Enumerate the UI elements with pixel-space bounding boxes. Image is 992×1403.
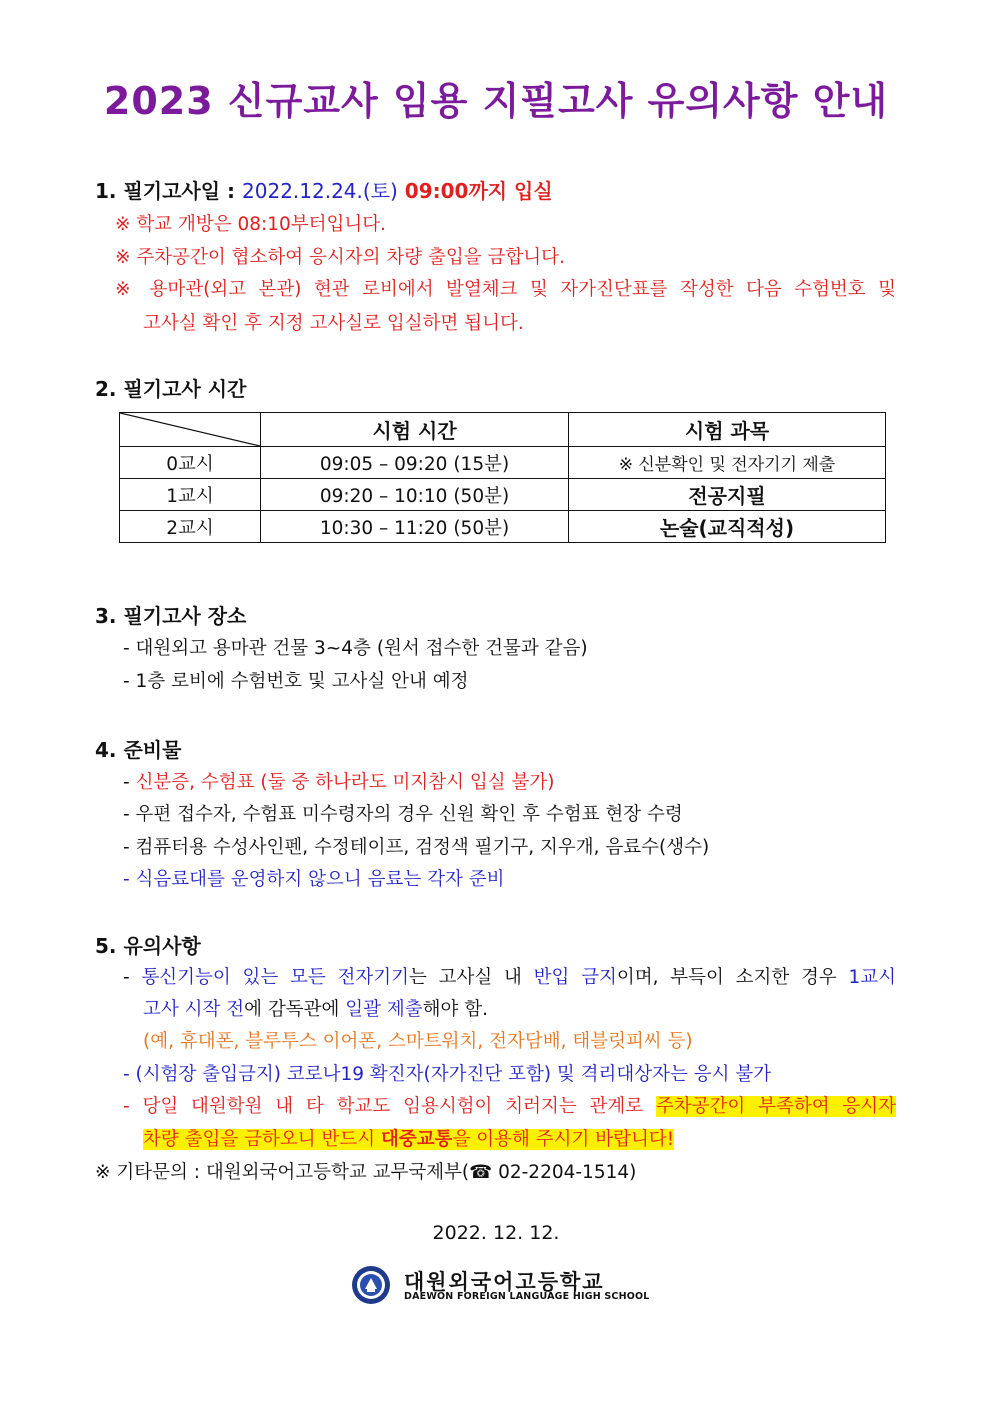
section4-heading: 4. 준비물 [95,738,182,762]
caution-parking [123,1092,896,1118]
caution-electronics [123,963,896,989]
page-title: 2023 신규교사 임용 지필고사 유의사항 안내 [103,79,889,123]
document-date: 2022. 12. 12. [432,1222,560,1244]
time-cell: 09:05 – 09:20 (15분) [261,447,569,479]
caution-examples: (예, 휴대폰, 블루투스 이어폰, 스마트워치, 전자담배, 태블릿피씨 등) [143,1031,693,1052]
entry-time: 09:00까지 입실 [404,179,553,203]
id-requirement: 신분증, 수험표 (둘 중 하나라도 미지참시 입실 불가) [135,772,555,793]
diagonal-line [120,413,260,446]
caution-text: 는 고사실 내 [409,967,534,988]
section5-heading: 5. 유의사항 [95,934,201,958]
dash: - [123,967,142,988]
caution-covid: - (시험장 출입금지) 코로나19 확진자(자가진단 포함) 및 격리대상자는 응시 불가 [123,1064,772,1085]
table-row [120,479,886,511]
period-cell: 0교시 [120,447,261,479]
highlighted-text: 대중교통 [380,1129,453,1150]
caution-parking-cont [143,1125,674,1151]
caution-text: 해야 함. [422,999,488,1020]
header-exam-subject: 시험 과목 [569,413,886,447]
caution-text: 이며, 부득이 소지한 경우 [616,967,849,988]
supplies-item: - 컴퓨터용 수성사인펜, 수정테이프, 검정색 필기구, 지우개, 음료수(생수) [123,837,710,858]
subject-cell: ※ 신분확인 및 전자기기 제출 [569,447,886,479]
location-item: - 1층 로비에 수험번호 및 고사실 안내 예정 [123,671,469,692]
schedule-table [119,412,886,543]
subject-cell: 전공지필 [569,479,886,511]
caution-text: 고사 시작 전 [143,999,245,1020]
section1-line [95,175,553,204]
school-name-korean: 대원외국어고등학교 [404,1270,605,1294]
contact-phone: 02-2204-1514) [492,1162,637,1183]
exam-date: 2022.12.24.(토) [242,179,398,203]
period-cell: 2교시 [120,511,261,543]
highlighted-text: 차량 출입을 금하오니 반드시 [143,1129,381,1150]
caution-text: 반입 금지 [533,967,617,988]
highlighted-text: 을 이용해 주시기 바랍니다! [452,1129,675,1150]
caution-electronics-cont [143,995,488,1021]
phone-icon: ☎ [469,1162,493,1183]
location-item: - 대원외고 용마관 건물 3~4층 (원서 접수한 건물과 같음) [123,638,588,659]
supplies-item-id [123,768,554,794]
section1-heading: 1. 필기고사일 : [95,179,236,203]
highlighted-text: 주차공간이 부족하여 응시자 [655,1096,896,1117]
header-exam-time: 시험 시간 [261,413,569,447]
dash: - [123,772,136,793]
school-emblem-icon [351,1265,391,1305]
subject-cell: 논술(교직적성) [569,511,886,543]
table-header-row [120,413,886,447]
caution-text: 통신기능이 있는 모든 전자기기 [141,967,410,988]
note-checkin-cont: 고사실 확인 후 지정 고사실로 입실하면 됩니다. [143,313,524,334]
time-cell: 10:30 – 11:20 (50분) [261,511,569,543]
note-gate-open: ※ 학교 개방은 08:10부터입니다. [115,214,387,235]
time-cell: 09:20 – 10:10 (50분) [261,479,569,511]
caution-text: 에 감독관에 [244,999,346,1020]
note-no-parking: ※ 주차공간이 협소하여 응시자의 차량 출입을 금합니다. [115,247,565,268]
section3-heading: 3. 필기고사 장소 [95,604,247,628]
supplies-item: - 우편 접수자, 수험표 미수령자의 경우 신원 확인 후 수험표 현장 수령 [123,804,683,825]
school-name-english: DAEWON FOREIGN LANGUAGE HIGH SCHOOL [404,1291,650,1302]
note-checkin: ※ 용마관(외고 본관) 현관 로비에서 발열체크 및 자가진단표를 작성한 다음 수험번호 및 [115,279,896,300]
contact-text: ※ 기타문의 : 대원외국어고등학교 교무국제부( [95,1162,470,1183]
supplies-item-drinks: - 식음료대를 운영하지 않으니 음료는 각자 준비 [123,869,505,890]
table-row [120,447,886,479]
caution-text: 1교시 [848,967,897,988]
diagonal-header-cell [120,413,261,447]
contact-line [95,1158,636,1184]
table-row [120,511,886,543]
caution-text: - 당일 대원학원 내 타 학교도 임용시험이 치러지는 관계로 [123,1096,656,1117]
caution-text: 일괄 제출 [345,999,423,1020]
period-cell: 1교시 [120,479,261,511]
section2-heading: 2. 필기고사 시간 [95,377,247,401]
